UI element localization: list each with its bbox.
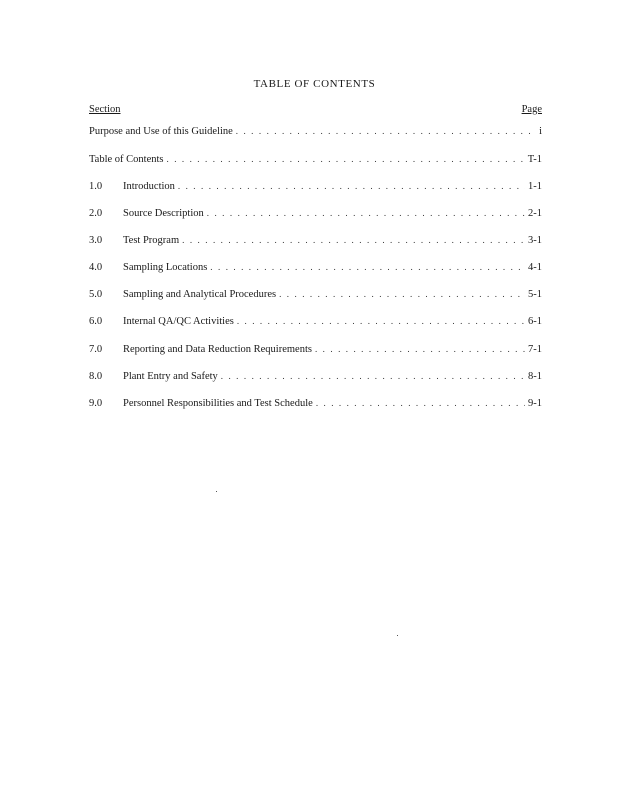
toc-entry-label: Source Description	[123, 208, 204, 219]
toc-entry-page: 5-1	[528, 289, 542, 300]
toc-entry-page: 9-1	[528, 398, 542, 409]
dot-leader	[210, 262, 525, 272]
toc-entry-2	[89, 208, 542, 222]
toc-entry-label: Purpose and Use of this Guideline	[89, 126, 233, 137]
toc-entry-number: 7.0	[89, 344, 103, 355]
toc-entry-6	[89, 316, 542, 330]
toc-entry-1	[89, 181, 542, 195]
toc-entry-number: 9.0	[89, 398, 103, 409]
scan-speck	[397, 635, 398, 636]
dot-leader	[207, 208, 525, 218]
toc-entry-label: Plant Entry and Safety	[123, 371, 218, 382]
toc-entry-number: 3.0	[89, 235, 103, 246]
dot-leader	[167, 154, 525, 164]
toc-entry-number: 1.0	[89, 181, 103, 192]
dot-leader	[182, 235, 525, 245]
dot-leader	[279, 289, 525, 299]
toc-entry-label: Sampling Locations	[123, 262, 208, 273]
dot-leader	[315, 344, 525, 354]
toc-entry-page: 3-1	[528, 235, 542, 246]
toc-entry-number: 4.0	[89, 262, 103, 273]
toc-entry-3	[89, 235, 542, 249]
toc-entry-label: Personnel Responsibilities and Test Schedule	[123, 398, 313, 409]
toc-entry-label: Reporting and Data Reduction Requirements	[123, 344, 312, 355]
toc-entry-page: 8-1	[528, 371, 542, 382]
page-column-header: Page	[521, 104, 542, 115]
dot-leader	[316, 398, 525, 408]
dot-leader	[178, 181, 525, 191]
toc-entry-label: Internal QA/QC Activities	[123, 316, 234, 327]
toc-entry-7	[89, 344, 542, 358]
toc-entry-page: 2-1	[528, 208, 542, 219]
toc-entry-table-of-contents	[89, 154, 542, 168]
toc-entry-page: i	[539, 126, 542, 137]
scan-speck	[216, 491, 217, 492]
toc-entry-4	[89, 262, 542, 276]
toc-entry-5	[89, 289, 542, 303]
toc-entry-page: 7-1	[528, 344, 542, 355]
toc-entry-purpose	[89, 126, 542, 140]
toc-entry-page: 1-1	[528, 181, 542, 192]
toc-entry-number: 2.0	[89, 208, 103, 219]
toc-entry-label: Introduction	[123, 181, 175, 192]
toc-entry-label: Table of Contents	[89, 154, 164, 165]
page-title: TABLE OF CONTENTS	[253, 78, 376, 90]
toc-entry-page: 6-1	[528, 316, 542, 327]
toc-entry-page: T-1	[527, 154, 542, 165]
section-column-header: Section	[89, 104, 121, 115]
toc-entry-8	[89, 371, 542, 385]
toc-entry-number: 8.0	[89, 371, 103, 382]
toc-entry-number: 5.0	[89, 289, 103, 300]
toc-entry-label: Sampling and Analytical Procedures	[123, 289, 277, 300]
dot-leader	[236, 126, 536, 136]
toc-entry-page: 4-1	[528, 262, 542, 273]
toc-entry-number: 6.0	[89, 316, 103, 327]
dot-leader	[221, 371, 525, 381]
dot-leader	[237, 316, 525, 326]
toc-entry-9	[89, 398, 542, 412]
toc-entry-label: Test Program	[123, 235, 180, 246]
